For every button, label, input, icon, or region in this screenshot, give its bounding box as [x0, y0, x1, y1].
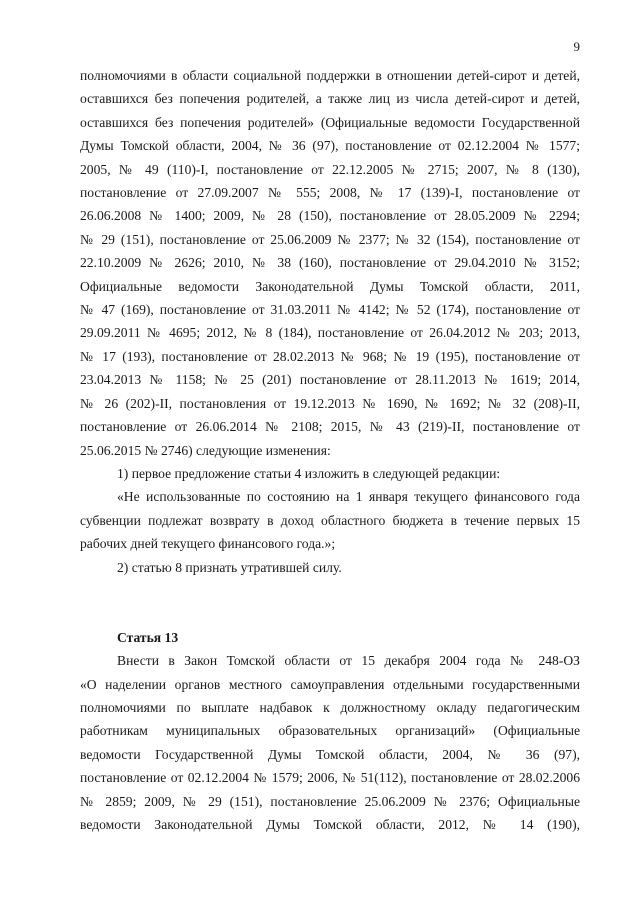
text-line: 29.09.2011 № 4695; 2012, № 8 (184), постановление от 26.04.2012 № 203; 2013,: [80, 325, 580, 341]
text-line: «Не использованные по состоянию на 1 января текущего финансового года: [117, 489, 580, 505]
page-number: 9: [573, 39, 580, 54]
text-line: 25.06.2015 № 2746) следующие изменения:: [80, 442, 331, 458]
text-line: субвенции подлежат возврату в доход областного бюджета в течение первых 15: [80, 512, 580, 528]
paragraph-amendment-intro: [80, 64, 580, 462]
item-1: 1) первое предложение статьи 4 изложить в следующей редакции:: [117, 465, 501, 481]
text-line: оставшихся без попечения родителей, а также лиц из числа детей-сирот и детей,: [80, 91, 580, 107]
text-line: «О наделении органов местного самоуправления отдельными государственными: [80, 676, 580, 692]
quoted-text: [80, 485, 580, 555]
document-body: [80, 64, 580, 836]
text-line: № 2859; 2009, № 29 (151), постановление 25.06.2009 № 2376; Официальные: [80, 793, 580, 809]
text-line: Думы Томской области, 2004, № 36 (97), постановление от 02.12.2004 № 1577;: [80, 138, 580, 154]
text-line: Официальные ведомости Законодательной Думы Томской области, 2011,: [80, 278, 580, 294]
text-line: 23.04.2013 № 1158; № 25 (201) постановление от 28.11.2013 № 1619; 2014,: [80, 372, 580, 388]
text-line: № 26 (202)-II, постановления от 19.12.2013 № 1690, № 1692; № 32 (208)-II,: [80, 395, 580, 411]
text-line: постановление от 27.09.2007 № 555; 2008, № 17 (139)-I, постановление от: [80, 185, 580, 201]
text-line: полномочиями в области социальной поддержки в отношении детей-сирот и детей,: [80, 68, 580, 83]
item-2: 2) статью 8 признать утратившей силу.: [117, 559, 342, 575]
text-line: ведомости Государственной Думы Томской области, 2004, № 36 (97),: [80, 746, 580, 762]
text-line: постановление от 02.12.2004 № 1579; 2006, № 51(112), постановление от 28.02.2006: [80, 770, 580, 786]
text-line: № 29 (151), постановление от 25.06.2009 № 2377; № 32 (154), постановление от: [80, 231, 580, 247]
text-line: ведомости Законодательной Думы Томской области, 2012, № 14 (190),: [80, 816, 580, 832]
paragraph-article-13: [80, 649, 580, 836]
text-line: Внести в Закон Томской области от 15 декабря 2004 года № 248-ОЗ: [117, 653, 580, 669]
text-line: работникам муниципальных образовательных организаций» (Официальные: [80, 723, 580, 739]
text-line: № 17 (193), постановление от 28.02.2013 № 968; № 19 (195), постановление от: [80, 348, 580, 364]
text-line: рабочих дней текущего финансового года.»;: [80, 536, 336, 552]
text-line: 26.06.2008 № 1400; 2009, № 28 (150), постановление от 28.05.2009 № 2294;: [80, 208, 580, 224]
spacer: [80, 579, 580, 602]
text-line: оставшихся без попечения родителей» (Официальные ведомости Государственной: [80, 114, 580, 130]
text-line: полномочиями по выплате надбавок к должностному окладу педагогическим: [80, 699, 580, 715]
text-line: 22.10.2009 № 2626; 2010, № 38 (160), постановление от 29.04.2010 № 3152;: [80, 255, 580, 271]
text-line: 2005, № 49 (110)-I, постановление от 22.12.2005 № 2715; 2007, № 8 (130),: [80, 161, 580, 177]
text-line: № 47 (169), постановление от 31.03.2011 № 4142; № 52 (174), постановление от: [80, 302, 580, 318]
article-heading: Статья 13: [117, 629, 179, 645]
text-line: постановление от 26.06.2014 № 2108; 2015, № 43 (219)-II, постановление от: [80, 419, 580, 435]
